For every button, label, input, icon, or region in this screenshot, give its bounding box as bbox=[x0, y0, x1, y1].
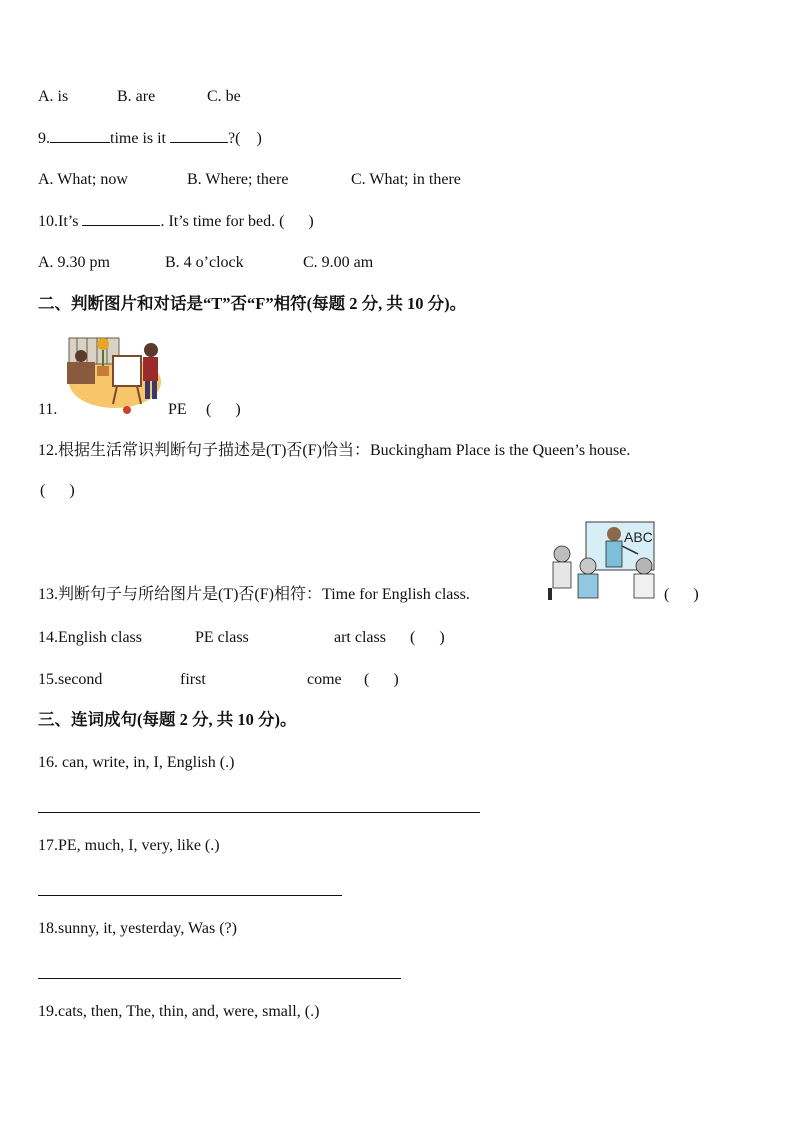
q11-word: PE bbox=[168, 401, 187, 418]
section-2-heading: 二、判断图片和对话是“T”否“F”相符(每题 2 分, 共 10 分)。 bbox=[38, 294, 467, 313]
question-19: 19.cats, then, The, thin, and, were, small, (.) bbox=[38, 1003, 320, 1020]
q14-word-2: PE class bbox=[195, 629, 249, 646]
q10-text-1: . It’s time for bed. ( bbox=[160, 213, 285, 230]
q8-option-b[interactable]: B. are bbox=[117, 88, 156, 105]
q15-word-2: first bbox=[180, 671, 206, 688]
q9-text-3: ) bbox=[256, 130, 262, 147]
q15-answer-paren[interactable]: ( ) bbox=[364, 671, 399, 688]
question-17: 17.PE, much, I, very, like (.) bbox=[38, 837, 220, 854]
q13-board-text: ABC bbox=[624, 529, 653, 545]
section-3-heading: 三、连词成句(每题 2 分, 共 10 分)。 bbox=[38, 710, 297, 729]
question-11 bbox=[38, 399, 241, 421]
q10-blank[interactable] bbox=[82, 211, 160, 226]
q11-number: 11. bbox=[38, 401, 58, 418]
question-16: 16. can, write, in, I, English (.) bbox=[38, 754, 235, 771]
q12-answer-paren[interactable]: ( ) bbox=[40, 482, 75, 499]
q17-answer-line[interactable] bbox=[38, 895, 342, 896]
q9-number: 9. bbox=[38, 130, 50, 147]
q8-option-c[interactable]: C. be bbox=[207, 88, 241, 105]
q9-text-2: ?( bbox=[228, 130, 241, 147]
q9-option-a[interactable]: A. What; now bbox=[38, 171, 128, 188]
q9-option-c[interactable]: C. What; in there bbox=[351, 171, 461, 188]
q16-answer-line[interactable] bbox=[38, 812, 480, 813]
q14-answer-paren[interactable]: ( ) bbox=[410, 629, 445, 646]
question-9 bbox=[38, 128, 262, 150]
q10-option-c[interactable]: C. 9.00 am bbox=[303, 254, 374, 271]
question-13: 13.判断句子与所给图片是(T)否(F)相符：Time for English class. bbox=[38, 586, 470, 603]
q14-word-1: 14.English class bbox=[38, 629, 142, 646]
q14-word-3: art class bbox=[334, 629, 386, 646]
q10-option-a[interactable]: A. 9.30 pm bbox=[38, 254, 110, 271]
q11-art-class-picture bbox=[63, 330, 163, 416]
q9-blank-1[interactable] bbox=[50, 128, 110, 143]
q11-answer-paren[interactable]: ( ) bbox=[206, 401, 241, 418]
q9-text-1: time is it bbox=[110, 130, 166, 147]
q10-text-2: ) bbox=[308, 213, 314, 230]
q18-answer-line[interactable] bbox=[38, 978, 401, 979]
q15-word-3: come bbox=[307, 671, 342, 688]
q13-english-class-picture bbox=[548, 520, 656, 600]
question-12: 12.根据生活常识判断句子描述是(T)否(F)恰当：Buckingham Place is the Queen’s house. bbox=[38, 442, 631, 459]
question-18: 18.sunny, it, yesterday, Was (?) bbox=[38, 920, 237, 937]
q10-number: 10.It’s bbox=[38, 213, 79, 230]
q15-word-1: 15.second bbox=[38, 671, 103, 688]
q8-option-a[interactable]: A. is bbox=[38, 88, 69, 105]
q9-option-b[interactable]: B. Where; there bbox=[187, 171, 289, 188]
q10-option-b[interactable]: B. 4 o’clock bbox=[165, 254, 244, 271]
question-10 bbox=[38, 211, 314, 233]
q13-answer-paren[interactable]: ( ) bbox=[664, 586, 699, 603]
q9-blank-2[interactable] bbox=[170, 128, 228, 143]
